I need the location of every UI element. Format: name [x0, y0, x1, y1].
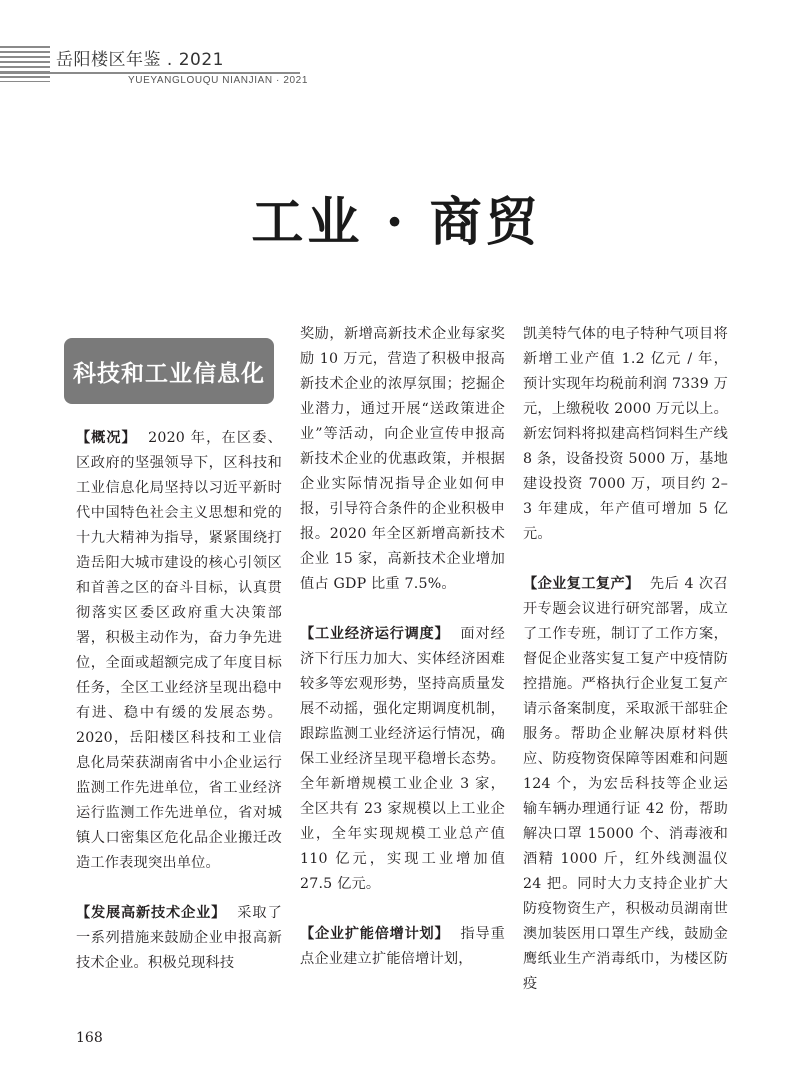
page-number: 168 [76, 1030, 103, 1046]
chapter-title: 工业 · 商贸 [251, 192, 542, 253]
paragraph-heading: 【工业经济运行调度】 [300, 626, 450, 642]
header-yearbook-title: 岳阳楼区年鉴 . 2021 [56, 50, 224, 70]
text-column-1 [76, 426, 282, 976]
paragraph-heading: 【企业扩能倍增计划】 [300, 926, 450, 942]
paragraph-body: 凯美特气体的电子特种气项目将新增工业产值 1.2 亿元 / 年，预计实现年均税前利润 7339 万元，上缴税收 2000 万元以上。新宏饲料将拟建高档饲料生产线 8 条，设备投资 5000 万，基地建设投资 7000 万，项目约 2–3 年建成，年产值可增加 5 亿元。 [523, 326, 728, 542]
text-column-2 [300, 322, 505, 972]
paragraph-expansion-plan-cont [523, 322, 728, 547]
section-title: 科技和工业信息化 [73, 360, 265, 387]
paragraph-body: 先后 4 次召开专题会议进行研究部署，成立了工作专班，制订了工作方案，督促企业落实复工复产中疫情防控措施。严格执行企业复工复产请示备案制度，采取派干部驻企服务。帮助企业解决原材料供应、防疫物资保障等困难和问题 124 个，为宏岳科技等企业运输车辆办理通行证 42 份，帮助解决口罩 15000 个、消毒液和酒精 1000 斤，红外线测温仪 24 把。同时大力支持企业扩大防疫物资生产，积极动员湖南世澳加装医用口罩生产线，鼓励金鹰纸业生产消毒纸巾，为楼区防疫 [523, 576, 728, 992]
paragraph-hightech-cont [300, 322, 505, 597]
paragraph-heading: 【概况】 [76, 430, 137, 446]
paragraph-body: 奖励，新增高新技术企业每家奖励 10 万元，营造了积极申报高新技术企业的浓厚氛围；挖掘企业潜力，通过开展“送政策进企业”等活动，向企业宣传申报高新技术企业的优惠政策，并根据企业实际情况指导企业如何申报，引导符合条件的企业积极申报。2020 年全区新增高新技术企业 15 家，高新技术企业增加值占 GDP 比重 7.5%。 [300, 326, 505, 592]
header-yearbook-title-en: YUEYANGLOUQU NIANJIAN · 2021 [128, 75, 308, 86]
paragraph-economy-dispatch [300, 622, 505, 897]
paragraph-body: 2020 年，在区委、区政府的坚强领导下，区科技和工业信息化局坚持以习近平新时代中国特色社会主义思想和党的十九大精神为指导，紧紧围绕打造岳阳大城市建设的核心引领区和首善之区的奋斗目标，认真贯彻落实区委区政府重大决策部署，积极主动作为，奋力争先进位，全面或超额完成了年度目标任务，全区工业经济呈现出稳中有进、稳中有缓的发展态势。2020，岳阳楼区科技和工业信息化局荣获湖南省中小企业运行监测工作先进单位，省工业经济运行监测工作先进单位，省对城镇人口密集区危化品企业搬迁改造工作表现突出单位。 [76, 430, 282, 871]
paragraph-hightech [76, 901, 282, 976]
paragraph-overview [76, 426, 282, 876]
paragraph-heading: 【发展高新技术企业】 [76, 905, 227, 921]
text-column-3 [523, 322, 728, 997]
header-rule [0, 72, 300, 74]
paragraph-body: 指导重点企业建立扩能倍增计划， [300, 926, 505, 967]
paragraph-body: 面对经济下行压力加大、实体经济困难较多等宏观形势，坚持高质量发展不动摇，强化定期调度机制，跟踪监测工业经济运行情况，确保工业经济呈现平稳增长态势。全年新增规模工业企业 3 家，全区共有 23 家规模以上工业企业，全年实现规模工业总产值 110 亿元，实现工业增加值 27.5 亿元。 [300, 626, 505, 892]
header-decoration-stripes [0, 46, 50, 82]
paragraph-expansion-plan [300, 922, 505, 972]
paragraph-heading: 【企业复工复产】 [523, 576, 640, 592]
paragraph-body: 采取了一系列措施来鼓励企业申报高新技术企业。积极兑现科技 [76, 905, 282, 971]
paragraph-resumption [523, 572, 728, 997]
section-badge [64, 338, 274, 404]
